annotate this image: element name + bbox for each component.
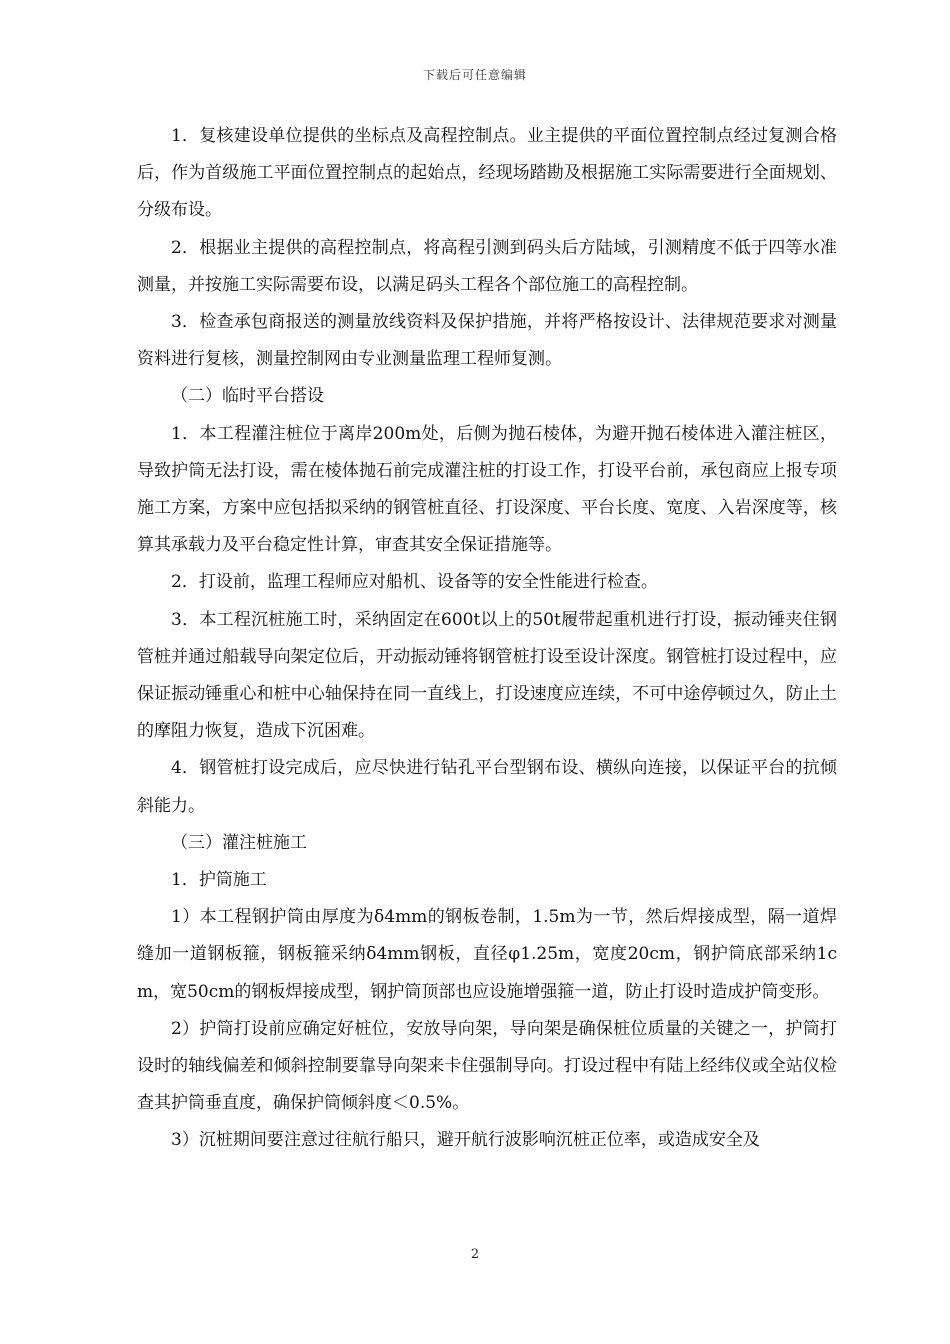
paragraph: 3．检查承包商报送的测量放线资料及保护措施，并将严格按设计、法律规范要求对测量资料进行复核，测量控制网由专业测量监理工程师复测。: [137, 312, 837, 370]
paragraph: 2．根据业主提供的高程控制点，将高程引测到码头后方陆域，引测精度不低于四等水准测量，并按施工实际需要布设，以满足码头工程各个部位施工的高程控制。: [137, 237, 837, 295]
section-heading: （三）灌注桩施工: [171, 832, 307, 853]
paragraph: 1．复核建设单位提供的坐标点及高程控制点。业主提供的平面位置控制点经过复测合格后，作为首级施工平面位置控制点的起始点，经现场踏勘及根据施工实际需要进行全面规划、分级布设。: [137, 126, 837, 221]
paragraph: 1．本工程灌注桩位于离岸200m处，后侧为抛石棱体，为避开抛石棱体进入灌注桩区，导致护筒无法打设，需在棱体抛石前完成灌注桩的打设工作，打设平台前，承包商应上报专项施工方案，方案中应包括拟采纳的钢管桩直径、打设深度、平台长度、宽度、入岩深度等，核算其承载力及平台稳定性计算，审查其安全保证措施等。: [137, 423, 837, 556]
paragraph: 3）沉桩期间要注意过往航行船只，避开航行波影响沉桩正位率，或造成安全及: [171, 1130, 760, 1151]
paragraph: 1）本工程钢护筒由厚度为δ4mm的钢板卷制，1.5m为一节，然后焊接成型，隔一道焊缝加一道钢板箍，钢板箍采纳δ4mm钢板，直径φ1.25m，宽度20cm，钢护筒底部采纳1cm，宽50cm的钢板焊接成型，钢护筒顶部也应设施增强箍一道，防止打设时造成护筒变形。: [137, 907, 837, 1002]
section-heading: （二）临时平台搭设: [171, 386, 324, 407]
document-body: [137, 118, 837, 1160]
paragraph: 2）护筒打设前应确定好桩位，安放导向架，导向架是确保桩位质量的关键之一，护筒打设时的轴线偏差和倾斜控制要靠导向架来卡住强制导向。打设过程中有陆上经纬仪或全站仪检查其护筒垂直度，确保护筒倾斜度＜0.5%。: [137, 1018, 837, 1114]
page-number: 2: [470, 1247, 480, 1262]
paragraph: 4．钢管桩打设完成后，应尽快进行钻孔平台型钢布设、横纵向连接，以保证平台的抗倾斜能力。: [137, 758, 837, 816]
paragraph: 2．打设前，监理工程师应对船机、设备等的安全性能进行检查。: [171, 572, 658, 593]
paragraph: 3．本工程沉桩施工时，采纳固定在600t以上的50t履带起重机进行打设，振动锤夹住钢管桩并通过船载导向架定位后，开动振动锤将钢管桩打设至设计深度。钢管桩打设过程中，应保证振动锤重心和桩中心轴保持在同一直线上，打设速度应连续，不可中途停顿过久，防止土的摩阻力恢复，造成下沉困难。: [137, 609, 837, 742]
subsection-heading: 1．护筒施工: [171, 870, 267, 891]
page-header: 下载后可任意编辑: [422, 68, 527, 82]
